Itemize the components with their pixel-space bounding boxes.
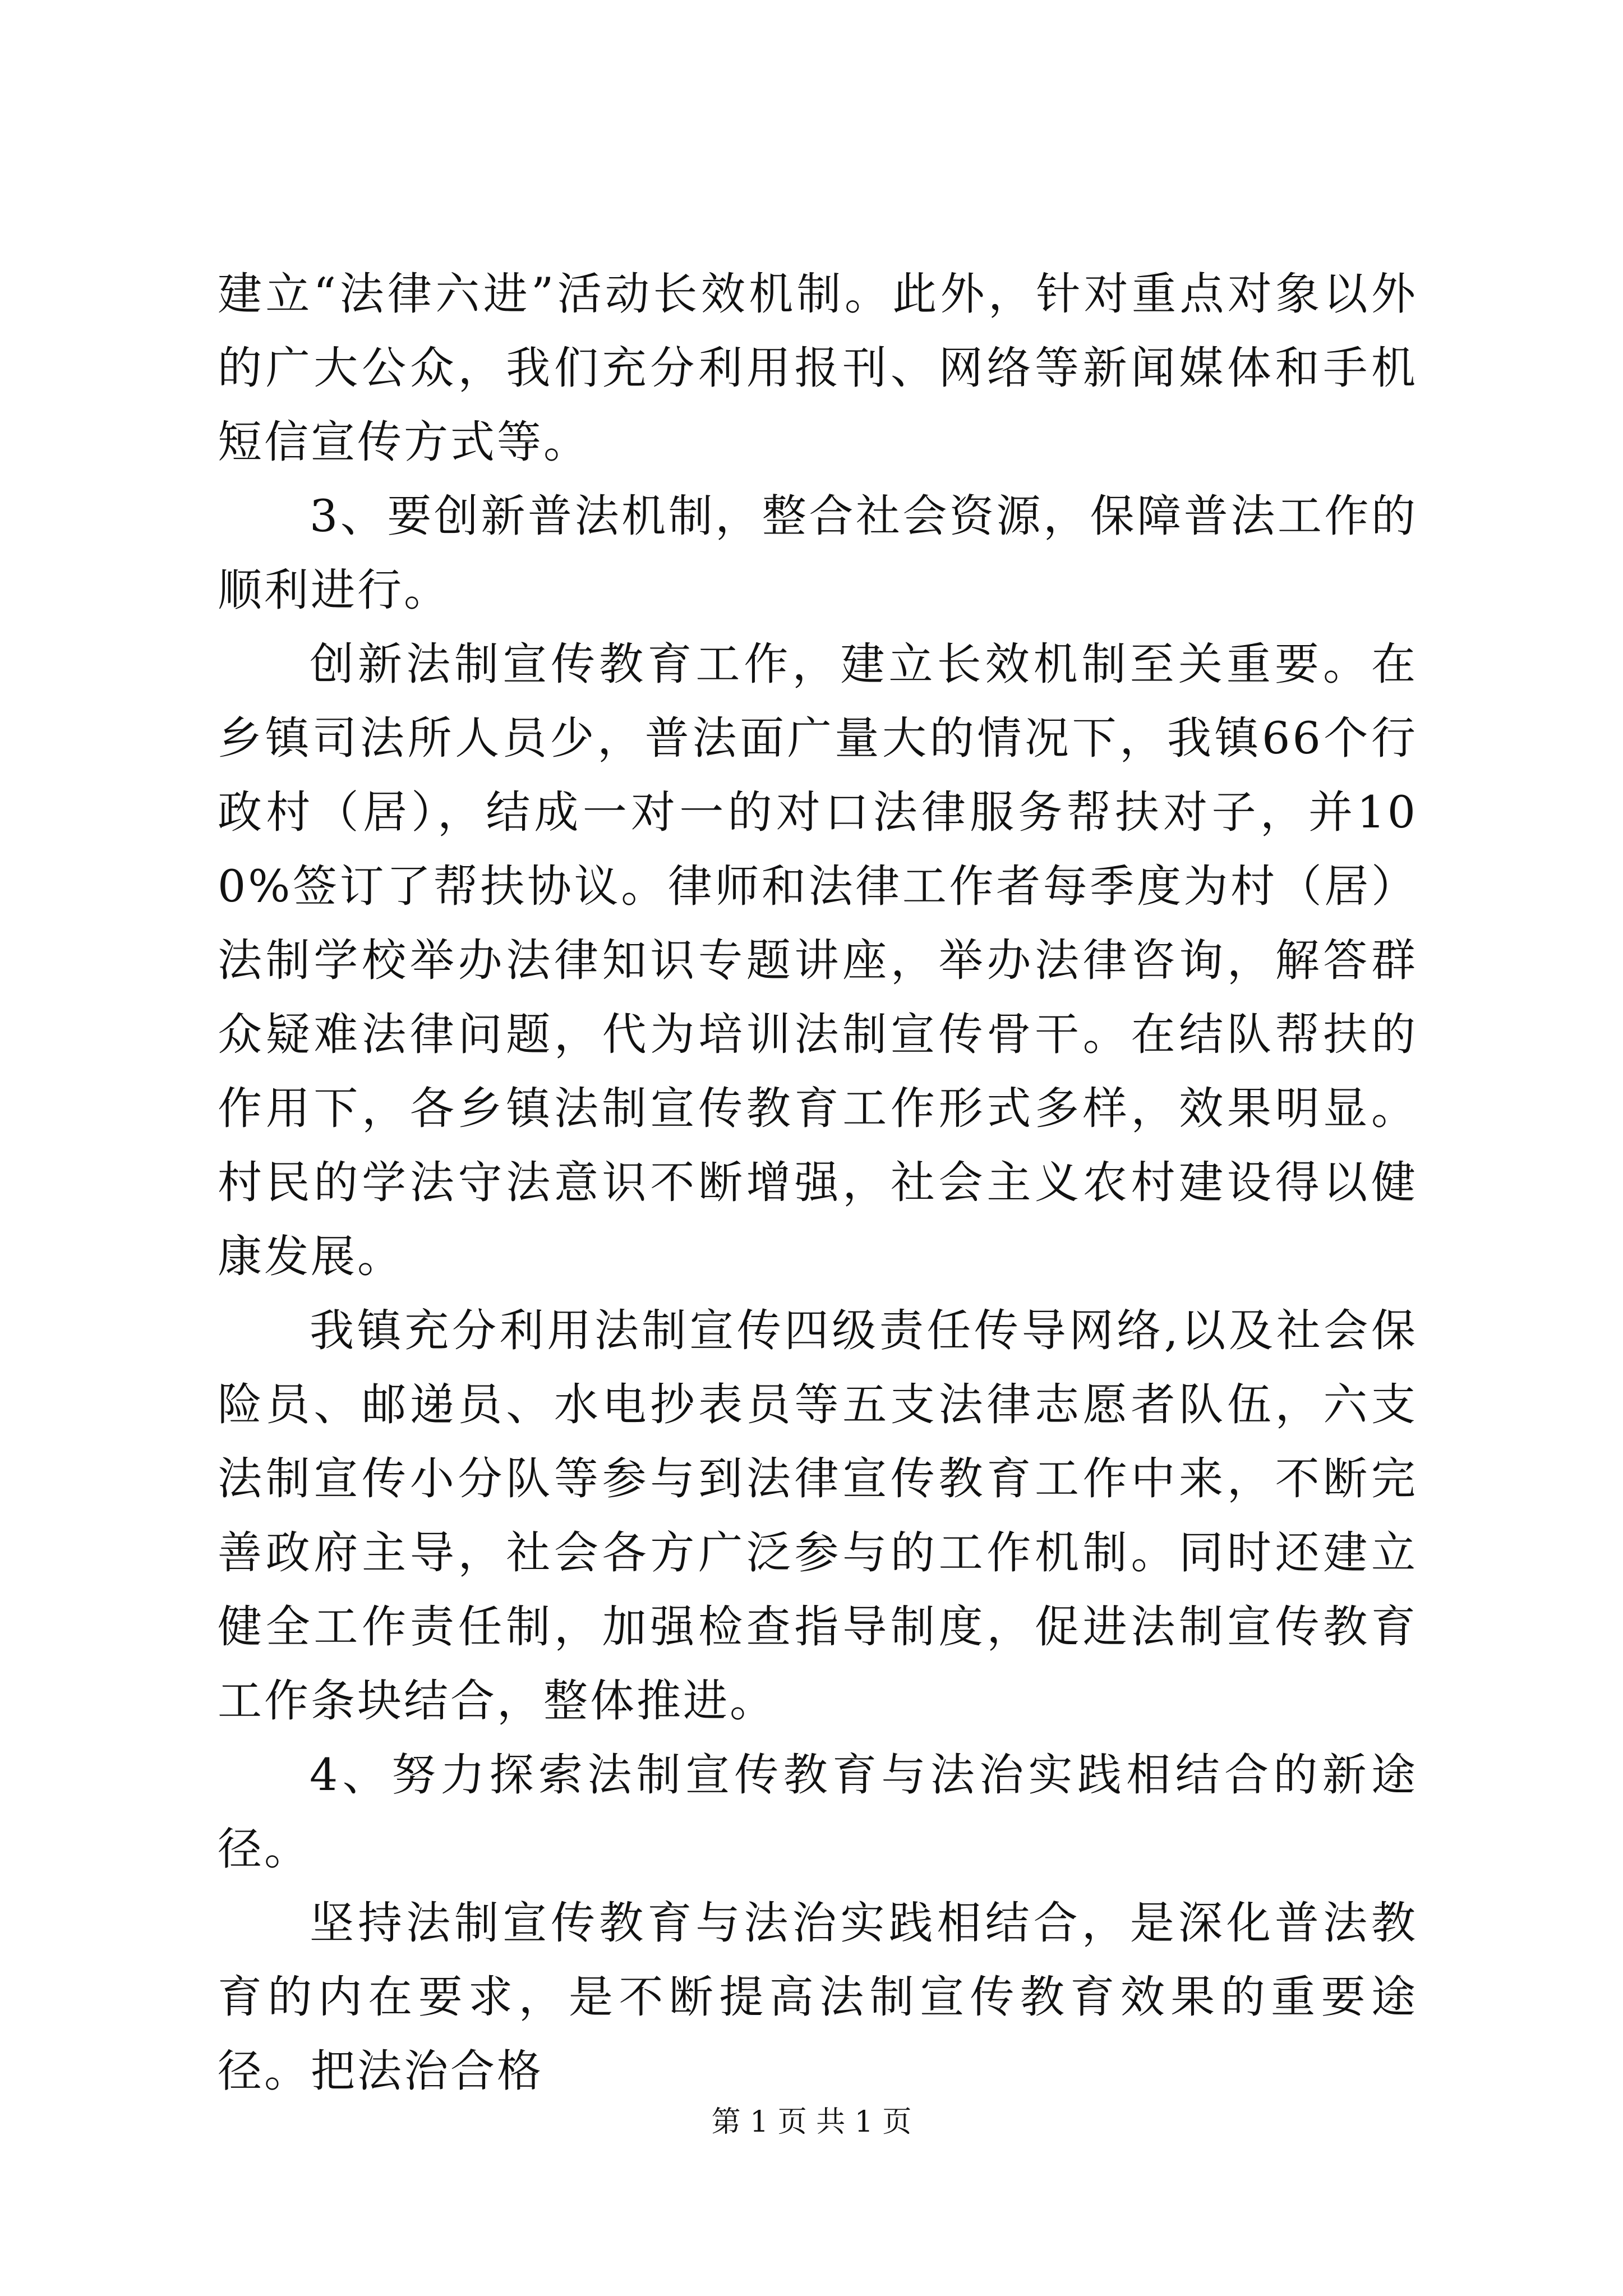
paragraph-4: 我镇充分利用法制宣传四级责任传导网络,以及社会保险员、邮递员、水电抄表员等五支法律志愿者队伍，六支法制宣传小分队等参与到法律宣传教育工作中来，不断完善政府主导，社会各方广泛参与的工作机制。同时还建立健全工作责任制，加强检查指导制度，促进法制宣传教育工作条块结合，整体推进。	[218, 1305, 1418, 1727]
paragraph-3: 创新法制宣传教育工作，建立长效机制至关重要。在乡镇司法所人员少，普法面广量大的情况下，我镇66个行政村（居），结成一对一的对口法律服务帮扶对子，并100%签订了帮扶协议。律师和法律工作者每季度为村（居）法制学校举办法律知识专题讲座，举办法律咨询，解答群众疑难法律问题，代为培训法制宣传骨干。在结队帮扶的作用下，各乡镇法制宣传教育工作形式多样，效果明显。村民的学法守法意识不断增强，社会主义农村建设得以健康发展。	[218, 638, 1418, 1282]
paragraph-2: 3、要创新普法机制，整合社会资源，保障普法工作的顺利进行。	[218, 490, 1418, 616]
paragraph-5: 4、努力探索法制宣传教育与法治实践相结合的新途径。	[218, 1749, 1418, 1875]
page-footer	[0, 2102, 1623, 2142]
paragraph-6: 坚持法制宣传教育与法治实践相结合，是深化普法教育的内在要求，是不断提高法制宣传教育效果的重要途径。把法治合格	[218, 1897, 1418, 2097]
page-number-label: 第 1 页 共 1 页	[711, 2105, 912, 2139]
paragraph-1: 建立“法律六进”活动长效机制。此外，针对重点对象以外的广大公众，我们充分利用报刊、网络等新闻媒体和手机短信宣传方式等。	[218, 268, 1418, 468]
document-body	[218, 257, 1418, 2108]
